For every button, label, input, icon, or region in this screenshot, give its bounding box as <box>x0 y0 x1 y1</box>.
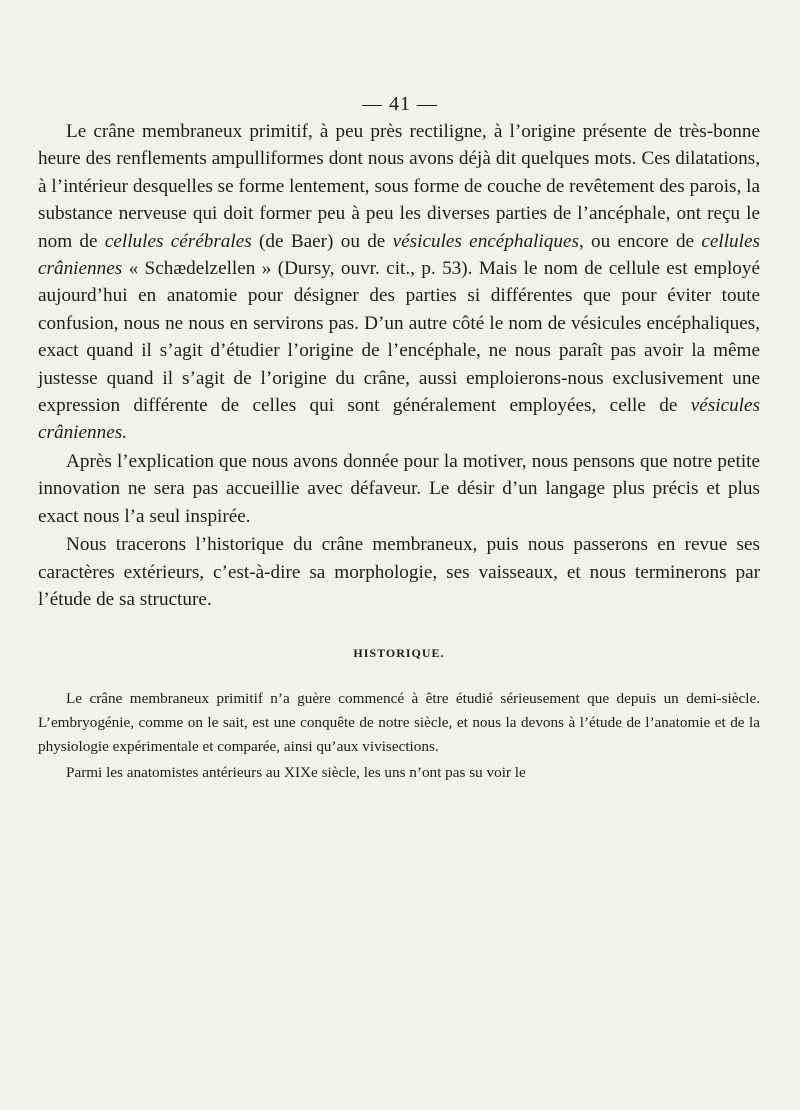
text-run: , ou encore de <box>578 230 702 252</box>
italic-text: cellules cérébrales <box>104 230 252 252</box>
italic-text: vésicules crâniennes. <box>38 395 760 444</box>
paragraph <box>38 531 760 613</box>
paragraph <box>38 448 760 530</box>
text-run: Après l’explication que nous avons donnée pour la motiver, nous pensons que notre petite innovation ne sera pas accueillie avec défaveur. Le désir d’un langage plus précis et plus exact nous l’a seul inspirée. <box>38 450 760 527</box>
section-title: HISTORIQUE. <box>353 646 445 661</box>
text-run: Nous tracerons l’historique du crâne membraneux, puis nous passerons en revue ses caractères extérieurs, c’est-à-dire sa morphologie, ses vaisseaux, et nous terminerons par l’étude de sa structure. <box>38 534 760 610</box>
page-body <box>38 118 760 785</box>
footnote-text <box>38 687 760 785</box>
small-paragraph: Le crâne membraneux primitif n’a guère commencé à être étudié sérieusement que depuis un demi-siècle. L’embryogénie, comme on le sait, est une conquête de notre siècle, et nous la devons à l’étude de l’anatomie et de la physiologie expérimentale et comparée, ainsi qu’aux vivisections. <box>38 690 760 756</box>
italic-text: vésicules encéphaliques <box>392 230 579 252</box>
text-run: Le crâne membraneux primitif, à peu près rectiligne, à l’origine présente de très-bonne heure des renflements ampulliformes dont nous avons déjà dit quelques mots. Ces dilatations, à l’intérieur desquelles se forme lentement, sous forme de couche de revêtement des parois, la substance nerveuse qui doit former peu à peu les diverses parties de l’ancéphale, ont reçu le nom de <box>38 121 760 252</box>
main-text <box>38 118 760 613</box>
paragraph <box>38 118 760 447</box>
italic-text: cellules crâniennes <box>38 230 760 280</box>
small-paragraph: Parmi les anatomistes antérieurs au XIXe siècle, les uns n’ont pas su voir le <box>66 764 526 782</box>
text-run: (de Baer) ou de <box>251 230 393 252</box>
text-run: « Schædelzellen » (Dursy, ouvr. cit., p. 53). Mais le nom de cellule est employé aujourd’hui en anatomie pour désigner des parties si différentes que pour éviter toute confusion, nous ne nous en servirons pas. D’un autre côté le nom de vésicules encéphaliques, exact quand il s’agit d’étudier l’origine de l’encéphale, ne nous paraît pas avoir la même justesse quand il s’agit de l’origine du crâne, aussi emploierons-nous exclusivement une expression différente de celles qui sont généralement employées, celle de <box>38 258 760 417</box>
page-number: — 41 — <box>362 93 438 115</box>
